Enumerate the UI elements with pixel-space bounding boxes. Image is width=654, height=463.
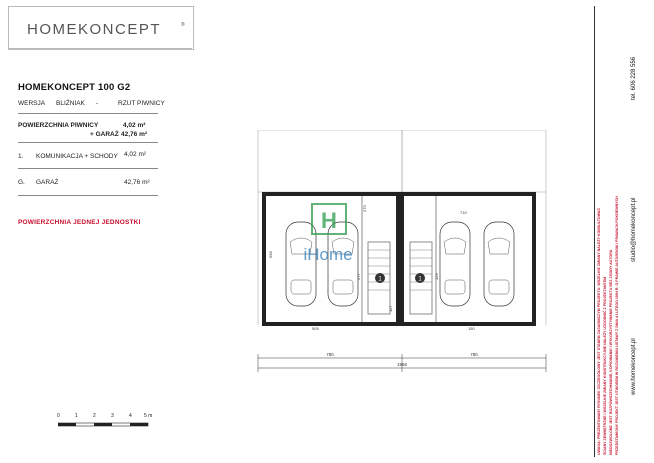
wersja-dash: - (96, 100, 99, 107)
divider-2 (18, 142, 158, 143)
legal-line-1: PRZEDSTAWIONY PROJEKT JEST UTWOREM W ROZUMIENIU USTAWY Z DNIA 4 LUTEGO 1994 R. O PRAWIE AUTORSKIM I PRAWACH POKREWNYCH (615, 196, 619, 455)
area-label: POWIERZCHNIA PIWNICY (18, 122, 99, 129)
scale-tick-1: 1 (75, 413, 78, 419)
legal-line-3: ŚCIANY ZEWNĘTRZNE I WSZELKIE ZMIANY KONSTRUKCYJNE NALEŻY UZGODNIĆ Z PROJEKTANTEM (603, 276, 607, 455)
divider-1 (18, 113, 158, 114)
dim-bottom-a: 505 (312, 326, 319, 331)
contact-web: www.homekoncept.pl (631, 338, 637, 395)
contact-phone: tel. 606 228 556 (631, 56, 637, 100)
wersja-label: WERSJA (18, 100, 46, 107)
scale-tick-3: 3 (111, 413, 114, 419)
dim-top-inner: 710 (460, 210, 467, 215)
wersja-value: BLIŹNIAK (56, 100, 85, 107)
registered-mark: ® (181, 22, 185, 28)
divider-3 (18, 168, 158, 169)
room-marker-left: 1 (378, 276, 382, 283)
dim-total: 1566 (396, 362, 408, 367)
logo-box (8, 6, 194, 50)
dim-stair-a: 277 (356, 273, 361, 280)
basement-floor-plan (250, 130, 560, 380)
legal-line-4: UWAGA: PREZENTOWANY RYSUNEK SZCZEGÓŁOWY JEST STANEM ZASADNICZYM PROJEKTU. WSZELKIE ZMIANY NALEŻY KONSULTOWAĆ (597, 207, 601, 455)
contact-email: studio@homekoncept.pl (631, 197, 637, 262)
room-marker-right: 1 (418, 276, 422, 283)
room-g-num: G. (18, 179, 25, 186)
dim-bottom-b: 150 (468, 326, 475, 331)
scale-tick-2: 2 (93, 413, 96, 419)
view-name: RZUT PIWNICY (118, 100, 165, 107)
dim-half-right: 780 (470, 352, 478, 357)
area-value: 4,02 m² (123, 122, 146, 129)
garage-plus-label: + GARAŻ (90, 131, 119, 138)
scale-tick-4: 4 (129, 413, 132, 419)
room-g-area: 42,76 m² (124, 179, 150, 186)
room-1-name: KOMUNIKACJA + SCHODY (36, 153, 118, 160)
room-g-name: GARAŻ (36, 179, 59, 186)
unit-area-note: POWIERZCHNIA JEDNEJ JEDNOSTKI (18, 219, 141, 226)
watermark-text: iHome (303, 245, 353, 264)
scale-tick-0: 0 (57, 413, 60, 419)
header-divider (8, 48, 192, 49)
svg-text:H: H (321, 208, 337, 233)
scale-tick-5: 5 m (144, 413, 153, 419)
legal-line-2: NIEDOZWOLONE JEST ROZPOWSZECHNIANIE, KOPIOWANIE I WYKORZYSTYWANIE PROJEKTU BEZ ZGODY AUTORA (609, 249, 613, 455)
dim-stair-d: 129 (434, 273, 439, 280)
dim-stair-b: 270 (362, 205, 367, 212)
logo-text: HOMEKONCEPT (27, 21, 162, 38)
scale-bar (58, 420, 150, 432)
divider-4 (18, 195, 158, 196)
dim-half-left: 780 (326, 352, 334, 357)
garage-plus-value: 42,76 m² (121, 131, 148, 138)
dim-stair-c: 117 (388, 305, 393, 312)
project-title: HOMEKONCEPT 100 G2 (18, 82, 131, 93)
dim-left-side: 658 (268, 251, 273, 258)
room-1-area: 4,02 m² (124, 151, 147, 158)
room-1-num: 1. (18, 153, 24, 160)
